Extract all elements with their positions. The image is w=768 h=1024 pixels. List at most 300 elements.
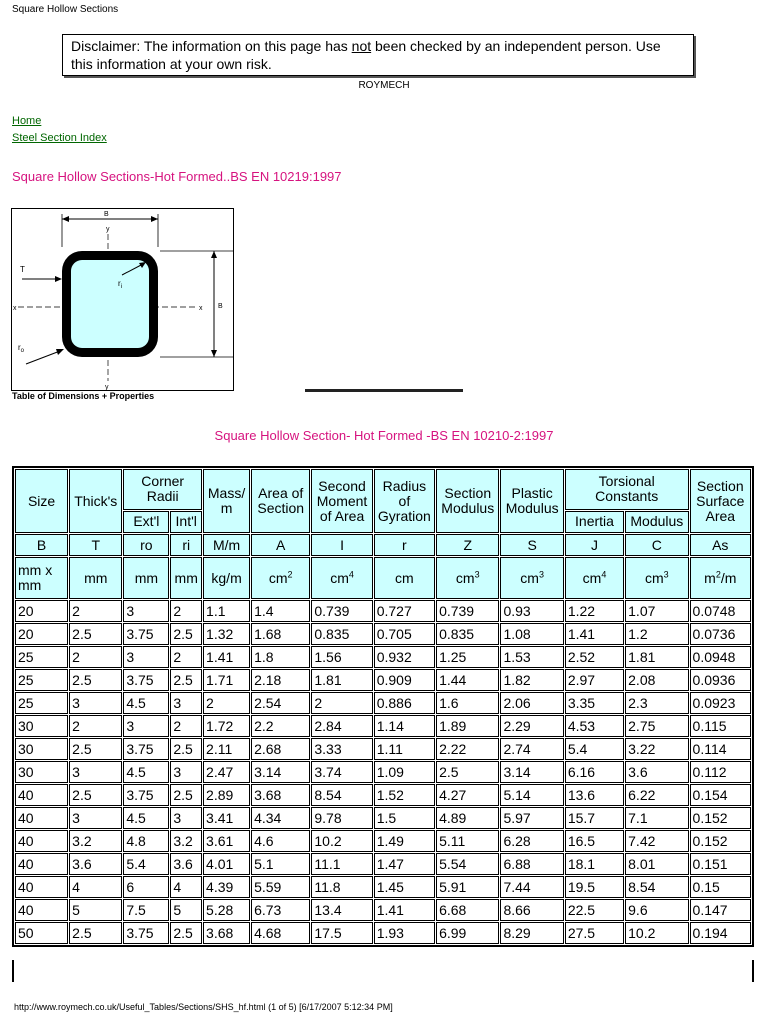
table-cell: 3 xyxy=(69,807,122,829)
table-cell: 6.88 xyxy=(500,853,563,875)
table-row xyxy=(15,623,751,645)
table-cell: 2.5 xyxy=(69,623,122,645)
table-cell: 2 xyxy=(69,646,122,668)
table-cell: 0.114 xyxy=(690,738,751,760)
table-row xyxy=(15,600,751,622)
symbol-cell: ri xyxy=(170,534,202,556)
main-heading: Square Hollow Sections-Hot Formed..BS EN 10219:1997 xyxy=(12,169,342,184)
steel-section-index-link[interactable]: Steel Section Index xyxy=(12,132,107,144)
home-link[interactable]: Home xyxy=(12,115,42,127)
table-row xyxy=(15,922,751,944)
table-cell: 1.81 xyxy=(625,646,688,668)
table-row xyxy=(15,761,751,783)
unit-ri: mm xyxy=(170,557,202,599)
table-cell: 4.5 xyxy=(123,761,169,783)
table-cell: 11.1 xyxy=(311,853,372,875)
table-cell: 2.08 xyxy=(625,669,688,691)
label-x-left: x xyxy=(13,305,17,312)
unit-size: mm x mm xyxy=(15,557,68,599)
unit-i xyxy=(311,557,372,599)
table-row xyxy=(15,807,751,829)
table-cell: 40 xyxy=(15,853,68,875)
table-cell: 2.29 xyxy=(500,715,563,737)
arrow-right-icon xyxy=(151,216,158,222)
table-cell: 0.739 xyxy=(311,600,372,622)
disclaimer-not: not xyxy=(351,38,372,54)
table-row xyxy=(15,738,751,760)
table-body xyxy=(15,600,751,944)
table-cell: 5.59 xyxy=(251,876,310,898)
label-y-top: y xyxy=(106,226,110,233)
table-cell: 3.75 xyxy=(123,623,169,645)
table-row xyxy=(15,830,751,852)
table-cell: 8.66 xyxy=(500,899,563,921)
table-cell: 0.0936 xyxy=(690,669,751,691)
symbol-cell: As xyxy=(690,534,751,556)
table-cell: 9.78 xyxy=(311,807,372,829)
header-surface-area: Section Surface Area xyxy=(690,469,751,533)
symbol-cell: S xyxy=(500,534,563,556)
table-cell: 0.0923 xyxy=(690,692,751,714)
table-cell: 3.6 xyxy=(69,853,122,875)
table-cell: 0.932 xyxy=(374,646,435,668)
table-cell: 1.82 xyxy=(500,669,563,691)
table-cell: 3.68 xyxy=(203,922,250,944)
table-cell: 4.53 xyxy=(565,715,624,737)
table-cell: 2.5 xyxy=(170,669,202,691)
table-cell: 2 xyxy=(170,715,202,737)
table-cell: 6.22 xyxy=(625,784,688,806)
table-cell: 1.4 xyxy=(251,600,310,622)
table-cell: 8.01 xyxy=(625,853,688,875)
table-cell: 6 xyxy=(123,876,169,898)
unit-i-exp: 4 xyxy=(348,568,354,579)
table-cell: 2 xyxy=(203,692,250,714)
table-cell: 2.89 xyxy=(203,784,250,806)
table-cell: 4.34 xyxy=(251,807,310,829)
symbol-cell: T xyxy=(69,534,122,556)
table-cell: 3 xyxy=(170,692,202,714)
header-area: Area of Section xyxy=(251,469,310,533)
label-t: T xyxy=(20,265,25,274)
table-cell: 1.07 xyxy=(625,600,688,622)
table-cell: 5.11 xyxy=(436,830,499,852)
table-cell: 8.54 xyxy=(625,876,688,898)
header-ext: Ext'l xyxy=(123,511,169,533)
table-cell: 4.68 xyxy=(251,922,310,944)
table-cell: 30 xyxy=(15,715,68,737)
arrow-up-icon xyxy=(211,251,217,258)
table-row xyxy=(15,692,751,714)
table-cell: 0.93 xyxy=(500,600,563,622)
table-cell: 3.33 xyxy=(311,738,372,760)
unit-area-exp: 2 xyxy=(287,568,293,579)
table-cell: 6.99 xyxy=(436,922,499,944)
table-cell: 40 xyxy=(15,830,68,852)
unit-r: cm xyxy=(374,557,435,599)
table-cell: 18.1 xyxy=(565,853,624,875)
unit-z xyxy=(436,557,499,599)
table-cell: 3.2 xyxy=(69,830,122,852)
unit-c-exp: 3 xyxy=(663,568,669,579)
header-row-1 xyxy=(15,469,751,510)
table-cell: 2.5 xyxy=(436,761,499,783)
table-cell: 1.41 xyxy=(203,646,250,668)
header-torsional-constants: Torsional Constants xyxy=(565,469,689,510)
table-cell: 3.75 xyxy=(123,784,169,806)
table-cell: 1.47 xyxy=(374,853,435,875)
table-cell: 3.14 xyxy=(500,761,563,783)
table-row xyxy=(15,784,751,806)
table-cell: 0.0736 xyxy=(690,623,751,645)
table-cell: 0.152 xyxy=(690,830,751,852)
unit-z-exp: 3 xyxy=(474,568,480,579)
table-cell: 0.886 xyxy=(374,692,435,714)
unit-as-base: m xyxy=(704,569,716,586)
table-cell: 4.39 xyxy=(203,876,250,898)
table-cell: 1.5 xyxy=(374,807,435,829)
table-cell: 3.68 xyxy=(251,784,310,806)
table-cell: 2.97 xyxy=(565,669,624,691)
table-cell: 25 xyxy=(15,692,68,714)
table-cell: 0.151 xyxy=(690,853,751,875)
symbol-cell: I xyxy=(311,534,372,556)
table-cell: 1.11 xyxy=(374,738,435,760)
table-cell: 1.68 xyxy=(251,623,310,645)
table-cell: 1.25 xyxy=(436,646,499,668)
unit-j-exp: 4 xyxy=(601,568,607,579)
table-cell: 1.08 xyxy=(500,623,563,645)
section-diagram xyxy=(11,208,234,391)
unit-c-base: cm xyxy=(645,569,664,586)
table-cell: 25 xyxy=(15,646,68,668)
properties-table xyxy=(12,466,754,947)
symbol-cell: r xyxy=(374,534,435,556)
arrow-left-icon xyxy=(62,216,69,222)
table-cell: 4.5 xyxy=(123,807,169,829)
table-cell: 2.5 xyxy=(170,922,202,944)
table-cell: 1.14 xyxy=(374,715,435,737)
table-cell: 4.01 xyxy=(203,853,250,875)
table-cell: 0.909 xyxy=(374,669,435,691)
unit-thick: mm xyxy=(69,557,122,599)
table-cell: 0.115 xyxy=(690,715,751,737)
table-cell: 1.32 xyxy=(203,623,250,645)
symbol-row xyxy=(15,534,751,556)
table-cell: 7.44 xyxy=(500,876,563,898)
table-cell: 2.84 xyxy=(311,715,372,737)
table-cell: 4.6 xyxy=(251,830,310,852)
table-cell: 1.49 xyxy=(374,830,435,852)
symbol-cell: Z xyxy=(436,534,499,556)
unit-z-base: cm xyxy=(455,569,475,586)
table-cell: 27.5 xyxy=(565,922,624,944)
table-cell: 2.75 xyxy=(625,715,688,737)
table-cell: 22.5 xyxy=(565,899,624,921)
table-cell: 1.6 xyxy=(436,692,499,714)
table-cell: 1.22 xyxy=(565,600,624,622)
table-cell: 8.54 xyxy=(311,784,372,806)
ro-leader-line xyxy=(26,351,60,364)
table-cell: 0.835 xyxy=(311,623,372,645)
header-plastic-modulus: Plastic Modulus xyxy=(500,469,563,533)
symbol-cell: C xyxy=(625,534,688,556)
header-second-moment: Second Moment of Area xyxy=(311,469,372,533)
table-cell: 3.75 xyxy=(123,738,169,760)
table-cell: 7.5 xyxy=(123,899,169,921)
table-cell: 0.194 xyxy=(690,922,751,944)
table-cell: 3 xyxy=(69,761,122,783)
table-cell: 2.5 xyxy=(170,784,202,806)
table-cell: 10.2 xyxy=(625,922,688,944)
table-cell: 11.8 xyxy=(311,876,372,898)
label-ri-r: r xyxy=(118,279,121,288)
table-cell: 1.72 xyxy=(203,715,250,737)
table-row xyxy=(15,715,751,737)
units-row xyxy=(15,557,751,599)
table-cell: 2.5 xyxy=(170,623,202,645)
table-cell: 3 xyxy=(170,807,202,829)
table-cell: 4.5 xyxy=(123,692,169,714)
table-cell: 4 xyxy=(69,876,122,898)
thickness-arrow-icon xyxy=(55,276,62,282)
unit-c xyxy=(625,557,688,599)
unit-area xyxy=(251,557,310,599)
table-cell: 5.4 xyxy=(565,738,624,760)
table-cell: 3.35 xyxy=(565,692,624,714)
table-cell: 17.5 xyxy=(311,922,372,944)
table-cell: 30 xyxy=(15,761,68,783)
unit-j xyxy=(565,557,624,599)
section-inner xyxy=(71,260,149,348)
table-cell: 0.0748 xyxy=(690,600,751,622)
table-cell: 3 xyxy=(170,761,202,783)
table-cell: 3.75 xyxy=(123,922,169,944)
table-cell: 7.42 xyxy=(625,830,688,852)
table-cell: 2.54 xyxy=(251,692,310,714)
unit-as-tail: /m xyxy=(720,569,737,586)
table-cell: 2.06 xyxy=(500,692,563,714)
table-cell: 2.2 xyxy=(251,715,310,737)
table-cell: 1.89 xyxy=(436,715,499,737)
disclaimer-text-end: been checked by an independent person. Use this information at your own risk. xyxy=(71,38,661,72)
header-inertia: Inertia xyxy=(565,511,624,533)
table-cell: 5 xyxy=(69,899,122,921)
symbol-cell: B xyxy=(15,534,68,556)
table-cell: 1.53 xyxy=(500,646,563,668)
table-cell: 2 xyxy=(69,600,122,622)
table-cell: 40 xyxy=(15,876,68,898)
table-cell: 2.5 xyxy=(69,922,122,944)
header-mass: Mass/ m xyxy=(203,469,250,533)
table-cell: 0.835 xyxy=(436,623,499,645)
table-row xyxy=(15,646,751,668)
table-cell: 4 xyxy=(170,876,202,898)
table-cell: 2.52 xyxy=(565,646,624,668)
table-cell: 0.739 xyxy=(436,600,499,622)
table-cell: 5.91 xyxy=(436,876,499,898)
table-cell: 5.4 xyxy=(123,853,169,875)
table-cell: 0.705 xyxy=(374,623,435,645)
table-cell: 0.0948 xyxy=(690,646,751,668)
symbol-cell: A xyxy=(251,534,310,556)
table-cell: 1.2 xyxy=(625,623,688,645)
table-cell: 1.81 xyxy=(311,669,372,691)
disclaimer-box xyxy=(62,34,694,76)
table-continuation xyxy=(12,960,754,982)
table-cell: 1.45 xyxy=(374,876,435,898)
header-radius-gyration: Radius of Gyration xyxy=(374,469,435,533)
table-cell: 40 xyxy=(15,784,68,806)
table-cell: 9.6 xyxy=(625,899,688,921)
table-cell: 4.89 xyxy=(436,807,499,829)
unit-ro: mm xyxy=(123,557,169,599)
table-cell: 40 xyxy=(15,899,68,921)
table-cell: 1.44 xyxy=(436,669,499,691)
unit-as xyxy=(690,557,751,599)
table-cell: 2.47 xyxy=(203,761,250,783)
table-cell: 3.41 xyxy=(203,807,250,829)
table-cell: 40 xyxy=(15,807,68,829)
unit-as-exp: 2 xyxy=(715,568,721,579)
table-cell: 3.2 xyxy=(170,830,202,852)
table-cell: 0.152 xyxy=(690,807,751,829)
disclaimer-text-start: Disclaimer: The information on this page has xyxy=(71,38,352,54)
header-section-modulus: Section Modulus xyxy=(436,469,499,533)
table-cell: 3.6 xyxy=(170,853,202,875)
table-cell: 16.5 xyxy=(565,830,624,852)
label-ro-r: r xyxy=(18,343,21,352)
table-cell: 1.52 xyxy=(374,784,435,806)
figure-caption: Table of Dimensions + Properties xyxy=(12,391,155,401)
unit-j-base: cm xyxy=(582,569,602,586)
table-cell: 13.6 xyxy=(565,784,624,806)
table-cell: 50 xyxy=(15,922,68,944)
table-row xyxy=(15,669,751,691)
page-title: Square Hollow Sections xyxy=(12,4,119,15)
table-cell: 20 xyxy=(15,623,68,645)
table-cell: 2.74 xyxy=(500,738,563,760)
label-ro xyxy=(18,343,25,354)
table-cell: 2.22 xyxy=(436,738,499,760)
table-cell: 3 xyxy=(123,715,169,737)
table-cell: 2.5 xyxy=(69,669,122,691)
table-cell: 25 xyxy=(15,669,68,691)
table-cell: 1.41 xyxy=(374,899,435,921)
table-cell: 5.97 xyxy=(500,807,563,829)
header-thickness: Thick's xyxy=(69,469,122,533)
table-cell: 4.27 xyxy=(436,784,499,806)
table-cell: 13.4 xyxy=(311,899,372,921)
table-cell: 6.28 xyxy=(500,830,563,852)
table-cell: 1.71 xyxy=(203,669,250,691)
unit-s-base: cm xyxy=(520,569,539,586)
table-cell: 2.5 xyxy=(69,738,122,760)
table-cell: 0.727 xyxy=(374,600,435,622)
table-cell: 0.112 xyxy=(690,761,751,783)
table-cell: 2 xyxy=(311,692,372,714)
table-cell: 1.1 xyxy=(203,600,250,622)
label-ri-i: i xyxy=(120,284,123,290)
table-cell: 3 xyxy=(123,600,169,622)
table-cell: 3 xyxy=(123,646,169,668)
label-b-right: B xyxy=(218,303,223,310)
table-cell: 3.75 xyxy=(123,669,169,691)
table-cell: 5.28 xyxy=(203,899,250,921)
table-cell: 3 xyxy=(69,692,122,714)
table-cell: 2.11 xyxy=(203,738,250,760)
table-cell: 6.16 xyxy=(565,761,624,783)
ro-arrow-icon xyxy=(56,349,64,355)
horizontal-rule xyxy=(305,389,463,392)
table-row xyxy=(15,899,751,921)
symbol-cell: ro xyxy=(123,534,169,556)
table-cell: 1.41 xyxy=(565,623,624,645)
table-cell: 7.1 xyxy=(625,807,688,829)
table-cell: 6.73 xyxy=(251,899,310,921)
table-cell: 2.5 xyxy=(170,738,202,760)
table-cell: 1.93 xyxy=(374,922,435,944)
label-y-bottom: y xyxy=(105,384,109,390)
footer-url: http://www.roymech.co.uk/Useful_Tables/Sections/SHS_hf.html (1 of 5) [6/17/2007 5:12:34 PM] xyxy=(14,1002,393,1012)
table-cell: 4.8 xyxy=(123,830,169,852)
header-size: Size xyxy=(15,469,68,533)
label-ro-o: o xyxy=(20,348,25,354)
table-cell: 2.68 xyxy=(251,738,310,760)
table-cell: 20 xyxy=(15,600,68,622)
symbol-cell: M/m xyxy=(203,534,250,556)
table-cell: 2 xyxy=(170,646,202,668)
properties-table-wrap xyxy=(12,466,754,947)
table-cell: 5.54 xyxy=(436,853,499,875)
label-x-right: x xyxy=(199,305,203,312)
unit-s xyxy=(500,557,563,599)
table-cell: 0.15 xyxy=(690,876,751,898)
table-cell: 0.147 xyxy=(690,899,751,921)
table-cell: 3.61 xyxy=(203,830,250,852)
table-cell: 2 xyxy=(170,600,202,622)
table-cell: 15.7 xyxy=(565,807,624,829)
table-cell: 2 xyxy=(69,715,122,737)
label-b-top: B xyxy=(104,211,109,218)
table-header xyxy=(15,469,751,599)
table-cell: 1.56 xyxy=(311,646,372,668)
table-cell: 3.6 xyxy=(625,761,688,783)
table-row xyxy=(15,876,751,898)
symbol-cell: J xyxy=(565,534,624,556)
header-int: Int'l xyxy=(170,511,202,533)
table-cell: 0.154 xyxy=(690,784,751,806)
unit-i-base: cm xyxy=(330,569,349,586)
table-row xyxy=(15,853,751,875)
header-corner-radii: Corner Radii xyxy=(123,469,202,510)
table-cell: 3.74 xyxy=(311,761,372,783)
table-cell: 19.5 xyxy=(565,876,624,898)
arrow-down-icon xyxy=(211,350,217,357)
table-cell: 10.2 xyxy=(311,830,372,852)
unit-mass: kg/m xyxy=(203,557,250,599)
table-heading: Square Hollow Section- Hot Formed -BS EN 10210-2:1997 xyxy=(214,428,554,443)
table-cell: 2.5 xyxy=(69,784,122,806)
unit-area-base: cm xyxy=(268,569,288,586)
table-cell: 5 xyxy=(170,899,202,921)
table-cell: 2.18 xyxy=(251,669,310,691)
table-cell: 3.14 xyxy=(251,761,310,783)
header-modulus: Modulus xyxy=(625,511,688,533)
section-diagram-svg xyxy=(12,209,233,390)
table-cell: 5.14 xyxy=(500,784,563,806)
unit-s-exp: 3 xyxy=(538,568,544,579)
